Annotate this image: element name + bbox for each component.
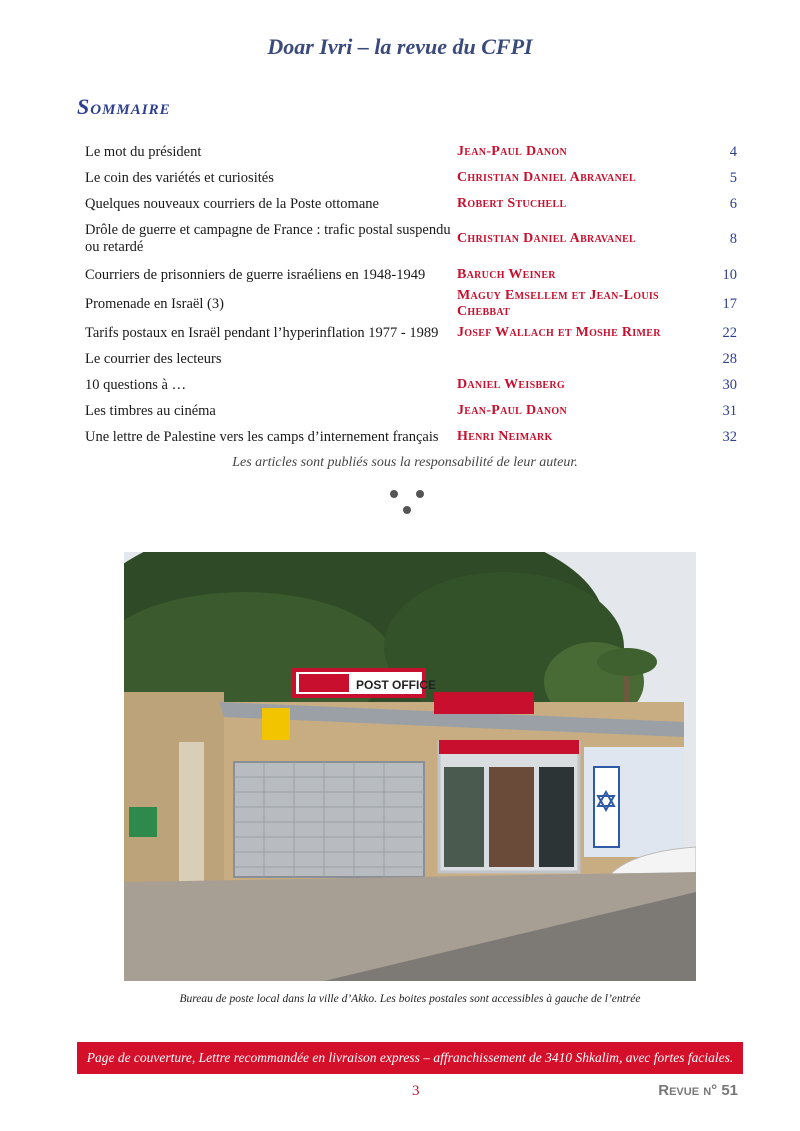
toc-article-title: Le coin des variétés et curiosités <box>85 169 274 186</box>
toc-author: Maguy Emsellem et Jean-Louis Chebbat <box>457 288 659 319</box>
toc-row <box>85 191 737 217</box>
toc-author: Christian Daniel Abravanel <box>457 170 637 185</box>
post-office-sign: POST OFFICE <box>356 678 437 692</box>
page-header-title: Doar Ivri – la revue du CFPI <box>267 34 533 59</box>
ornament-dot <box>390 490 398 498</box>
toc-article-title: Promenade en Israël (3) <box>85 295 224 312</box>
toc-row <box>85 320 737 346</box>
page-number: 3 <box>412 1083 420 1099</box>
ornament-dot <box>416 490 424 498</box>
ornament-dots <box>390 488 430 518</box>
toc-article-title: Tarifs postaux en Israël pendant l’hyperinflation 1977 - 1989 <box>85 324 439 341</box>
toc-author: Josef Wallach et Moshe Rimer <box>457 325 661 340</box>
toc-article-title: Drôle de guerre et campagne de France : trafic postal suspendu ou retardé <box>85 222 451 255</box>
toc-article-title: Une lettre de Palestine vers les camps d’internement français <box>85 428 439 445</box>
toc-row <box>85 219 737 259</box>
post-office-photo <box>124 552 696 981</box>
toc-author: Henri Neimark <box>457 429 553 444</box>
responsibility-note: Les articles sont publiés sous la responsabilité de leur auteur. <box>232 455 578 470</box>
toc-row <box>85 424 737 450</box>
toc-article-title: Le mot du président <box>85 143 202 160</box>
toc-row <box>85 398 737 424</box>
toc-page-number: 31 <box>722 402 737 419</box>
section-title: Sommaire <box>77 94 171 119</box>
toc-row <box>85 288 737 320</box>
toc-author: Robert Stuchell <box>457 196 567 211</box>
post-office-illustration <box>124 552 696 981</box>
toc-page-number: 5 <box>729 169 737 186</box>
toc-page-number: 10 <box>722 266 737 283</box>
footer-issue: Revue n° 51 <box>658 1082 738 1099</box>
toc-page-number: 4 <box>729 143 737 160</box>
toc-page-number: 30 <box>722 376 737 393</box>
toc-author: Christian Daniel Abravanel <box>457 231 637 246</box>
toc-page-number: 28 <box>722 350 737 367</box>
toc-article-title: Le courrier des lecteurs <box>85 350 222 367</box>
toc-page-number: 32 <box>722 428 737 445</box>
toc-page-number: 22 <box>722 324 737 341</box>
toc-page-number: 17 <box>722 295 737 312</box>
toc-page-number: 6 <box>729 195 737 212</box>
toc-page-number: 8 <box>729 230 737 247</box>
cover-note-banner: Page de couverture, Lettre recommandée en livraison express – affranchissement de 3410 Shkalim, avec fortes faciales. <box>77 1042 743 1074</box>
toc-row <box>85 262 737 288</box>
toc-author: Daniel Weisberg <box>457 377 565 392</box>
toc-author: Jean-Paul Danon <box>457 403 567 418</box>
table-of-contents <box>85 139 737 450</box>
toc-article-title: Les timbres au cinéma <box>85 402 216 419</box>
toc-row <box>85 346 737 372</box>
toc-row <box>85 139 737 165</box>
toc-author: Baruch Weiner <box>457 267 556 282</box>
toc-row <box>85 372 737 398</box>
toc-row <box>85 165 737 191</box>
ornament-dot <box>403 506 411 514</box>
toc-article-title: 10 questions à … <box>85 376 187 393</box>
toc-article-title: Courriers de prisonniers de guerre israéliens en 1948-1949 <box>85 266 426 283</box>
toc-article-title: Quelques nouveaux courriers de la Poste ottomane <box>85 195 379 212</box>
photo-caption: Bureau de poste local dans la ville d’Akko. Les boites postales sont accessibles à gauche de l’entrée <box>179 993 641 1005</box>
toc-author: Jean-Paul Danon <box>457 144 567 159</box>
